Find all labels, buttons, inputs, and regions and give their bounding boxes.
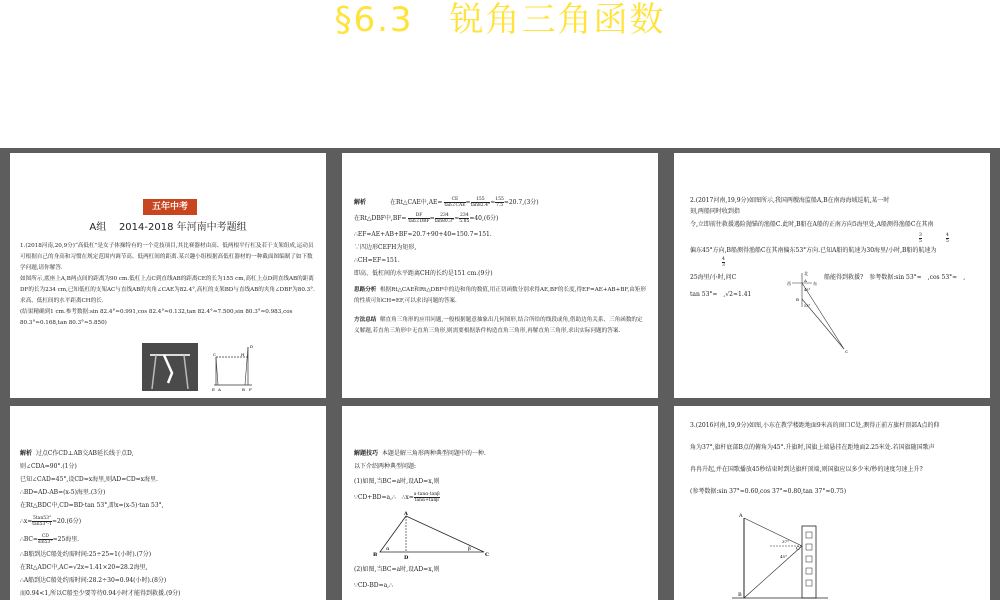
fig-label-53: 53° — [804, 304, 811, 308]
frac-bc: $\frac{CD}{\sin 53^\circ}$ — [37, 534, 53, 545]
label-jiexi: 解析 — [354, 199, 367, 206]
slide-thumbnail-6[interactable] — [674, 406, 990, 600]
page-title: §6.3 锐角三角函数 — [334, 0, 666, 40]
building-window-5 — [806, 580, 812, 586]
fig-label-c: C — [213, 352, 217, 357]
tips-intro-2: 以下介绍两种典型问题: — [354, 463, 417, 470]
uneven-bars-figure — [208, 343, 258, 393]
problem-text-3: 冉冉升起,并在国歌播放45秒结束时到达旗杆顶端,则国旗应以多少米/秒的速度匀速上升? — [690, 466, 923, 473]
flagpole-figure — [730, 510, 830, 600]
solution-line-4: ∵四边形CEFH为矩形, — [354, 244, 417, 251]
section-badge: 五年中考 — [143, 199, 197, 215]
fig-label-45: 45° — [780, 554, 788, 559]
building-window-3 — [806, 556, 812, 562]
fig-label-45: 45° — [804, 288, 811, 292]
building-window-4 — [806, 568, 812, 574]
fig-label-b: B — [373, 552, 378, 558]
line-cb — [744, 546, 802, 598]
label-jiexi: 解析 — [20, 450, 33, 457]
solution-line-4: ∴BD=AD-AB=(x-5)海里.(3分) — [20, 489, 106, 496]
fig-label-a: A — [804, 278, 807, 283]
fig-label-north: 北 — [804, 271, 808, 276]
slide-thumbnail-1[interactable] — [10, 153, 326, 398]
fig-label-a: A — [739, 513, 743, 519]
frac-234-tan: $\frac{234}{\tan 80.3^\circ}$ — [434, 213, 455, 224]
problem-text-2: 如图所示,底座上A,B两点间的距离为90 cm.低杠上点C到直线AB的距离CE的长为155 cm,高杠上点D到直线AB的距离DF的长为234 cm,已知低杠的支架AC与直线AB的夹角∠CAE为82.4°,高杠的支架BD与直线AB的夹角∠DBF为80.3°.求高、低杠间的水平距离CH的长. — [20, 276, 315, 304]
problem-text: 2.(2017河南,19,9分)如图所示,我国两艘海监船A,B在南海海域巡航,某一时刻,两船同时收到指 — [690, 197, 890, 215]
solution-line-5: ∴CH=EF≈151. — [354, 257, 400, 264]
solution-line-8: ∴B船到达C船处约需时间:25÷25=1(小时).(7分) — [20, 551, 152, 558]
solution-line-11: 而0.94<1,所以C船至少要等待0.94小时才能得到救援.(9分) — [20, 590, 181, 597]
case-1-equation: ∵CD+BD=a,∴ ∴x= $\frac{a\cdot\tan\alpha\cdot\tan\beta}{\tan\alpha+\tan\beta}$ — [354, 492, 440, 503]
ships-figure — [786, 267, 852, 357]
building-window-1 — [806, 532, 812, 538]
fig-label-a: A — [218, 387, 221, 392]
problem-text: 1.(2018河南,20,9分)“高低杠”是女子体操特有的一个竞技项目,其比赛器材由高、低两根平行杠及若干支架组成,运动员可根据自己的身高和习惯在规定范围内调节高、低两杠间的距离.某兴趣小组根据高低杠器材的一种截面图编制了如下数学问题,请你解答. — [20, 243, 314, 271]
solution-line-10: ∴A船到达C船处约需时间:28.2÷30=0.94(小时).(8分) — [20, 577, 167, 584]
label-fangfa: 方法总结 — [354, 317, 377, 323]
case-2-equation: ∵CD-BD=a,∴ — [354, 582, 393, 589]
fig-label-alpha: α — [386, 546, 390, 552]
method-summary: 方法总结 解直角三角形的应用问题,一般根据题意抽象出几何图形,结合所给的线段或角,借助边角关系、三角函数的定义解题,若直角三角形中无直角三角形,则需要根据条件构造直角三角形,再解直角三角形,求出实际问题的答案. — [354, 317, 643, 334]
tips-intro: 解题技巧 本题是解三角形两种典型问题中的一种. — [354, 450, 486, 457]
solution-line-1: 解析 过点C作CD⊥AB交AB延长线于点D, — [20, 450, 134, 457]
slide-thumbnail-2[interactable] — [342, 153, 658, 398]
solution-line-3: 已知∠CAD=45°,设CD=x海里,则AD=CD=x海里. — [20, 476, 158, 483]
solution-line-6: ∴x= $\frac{5\tan 53^\circ}{\tan 53^\circ-1}$ ≈20.(6分) — [20, 516, 82, 527]
problem-text-2: 角为37°,旗杆底部B点的俯角为45°.升旗时,国旗上端悬挂在距地面2.25米处.若国旗随国歌声 — [690, 444, 935, 451]
line-ac — [802, 283, 844, 349]
case-2: (2)如图,当BC=a时,设AD=x,则 — [354, 566, 440, 573]
problem-text: 3.(2016河南,19,9分)如图,小东在教学楼距地面9米高的窗口C处,测得正前方旗杆顶部A点的仰 — [690, 422, 940, 429]
group-heading — [10, 221, 326, 235]
solution-line-3: ∴EF=AE+AB+BF≈20.7+90+40=150.7≈151. — [354, 231, 492, 238]
problem-text-5: 船能得到救援? 参考数据:sin 53°≈ ,cos 53°≈ , — [824, 274, 966, 281]
building-window-2 — [806, 544, 812, 550]
frac-x: $\frac{5\tan 53^\circ}{\tan 53^\circ-1}$ — [32, 516, 52, 527]
approach-analysis: 思路分析 根据Rt△CAE和Rt△DBF中的边和角的数值,用正切函数分别求得AE,BF的长度,得EF=AE+AB+BF,由矩形的性质可知CH=EF,可以求出问题的答案. — [354, 287, 647, 304]
frac-tan-53-value: 4 3 — [722, 257, 725, 268]
problem-text-6: tan 53°≈ ,√2≈1.41 — [690, 291, 752, 298]
gymnast-photo-sketch — [142, 343, 198, 391]
group-label: A组 — [89, 222, 107, 233]
fig-label-c: C — [796, 546, 800, 552]
frac-case1-answer: $\frac{a\cdot\tan\alpha\cdot\tan\beta}{\tan\alpha+\tan\beta}$ — [413, 492, 440, 503]
frac-155-7-5: $\frac{155}{7.5}$ — [495, 197, 504, 208]
frac-df-tan: DF tan∠DBF — [408, 213, 430, 224]
problem-text-3: (结果精确到1 cm.参考数据:sin 82.4°≈0.991,cos 82.4°≈0.132,tan 82.4°≈7.500,sin 80.3°≈0.983,cos 80.3°≈0.168,tan 80.3°≈5.850) — [20, 309, 293, 326]
fig-label-b: B — [242, 387, 245, 392]
support-bd — [245, 347, 248, 385]
slide-thumbnail-4[interactable] — [10, 406, 326, 600]
frac-ce-tan: CE tan∠CAE — [444, 197, 466, 208]
problem-text-4: 25海里/小时,问C — [690, 274, 737, 281]
fig-label-c: C — [485, 552, 489, 558]
problem-text-2: 令,立即前往救援遇险抛锚的渔船C.此时,B船在A船的正南方向5海里处,A船测得渔船C在其南 — [690, 221, 934, 228]
fig-label-east: 东 — [813, 281, 817, 286]
fig-label-d: D — [250, 344, 254, 349]
slide-thumbnail-5[interactable] — [342, 406, 658, 600]
solution-line-2: 则∠CDA=90°.(1分) — [20, 463, 77, 470]
solution-line-2: 在Rt△DBF中,BF= DF tan∠DBF = $\frac{234}{\tan 80.3^\circ}$ ≈ $\frac{234}{5.85}$ =40,(6分) — [354, 213, 499, 224]
solution-line-5: 在Rt△BDC中,CD=BD·tan 53°,即x=(x-5)·tan 53°, — [20, 502, 164, 509]
frac-155-tan: $\frac{155}{\tan 82.4^\circ}$ — [470, 197, 491, 208]
group-title: 2014-2018 年河南中考题组 — [118, 222, 247, 233]
fig-label-e: E — [212, 387, 215, 392]
fig-label-beta: β — [468, 546, 471, 552]
triangle-figure-1 — [372, 510, 492, 560]
solution-line-9: 在Rt△ADC中,AC=√2x≈1.41×20=28.2海里, — [20, 564, 148, 571]
solution-line-6: 即高、低杠间的水平距离CH的长约是151 cm.(9分) — [354, 270, 493, 277]
gymnast-photo — [142, 343, 198, 391]
problem-text-4: (参考数据:sin 37°≈0.60,cos 37°≈0.80,tan 37°≈0.75) — [690, 488, 847, 495]
fig-label-f: F — [249, 387, 252, 392]
problem-text-3: 偏东45°方向,B船测得渔船C在其南偏东53°方向.已知A船的航速为30海里/小时,B船的航速为 — [690, 247, 937, 254]
fig-label-d: D — [404, 555, 409, 560]
frac-cos-53-value: 3 5 — [919, 233, 922, 244]
frac-234-5-85: $\frac{234}{5.85}$ — [459, 213, 470, 224]
case-1: (1)如图,当BC=a时,设AD=x,则 — [354, 478, 440, 485]
line-ca — [744, 518, 802, 546]
slide-thumbnail-3[interactable] — [674, 153, 990, 398]
fig-label-a: A — [404, 511, 408, 517]
fig-label-b: B — [738, 592, 742, 598]
frac-sin-53-value: 4 5 — [946, 233, 949, 244]
fig-label-c: C — [845, 349, 849, 354]
fig-label-37: 37° — [782, 539, 790, 544]
solution-line-1: 解析 在Rt△CAE中,AE= CE tan∠CAE = $\frac{155}{\tan 82.4^\circ}$ ≈ $\frac{155}{7.5}$ ≈20.7,(3分) — [354, 197, 539, 208]
fig-label-west: 西 — [787, 281, 791, 286]
label-jiqiao: 解题技巧 — [354, 450, 379, 457]
label-silu: 思路分析 — [354, 287, 377, 293]
fig-label-h: H — [241, 352, 245, 357]
fig-label-b: B — [796, 297, 799, 302]
solution-line-7: ∴BC= $\frac{CD}{\sin 53^\circ}$ ≈25海里. — [20, 534, 80, 545]
